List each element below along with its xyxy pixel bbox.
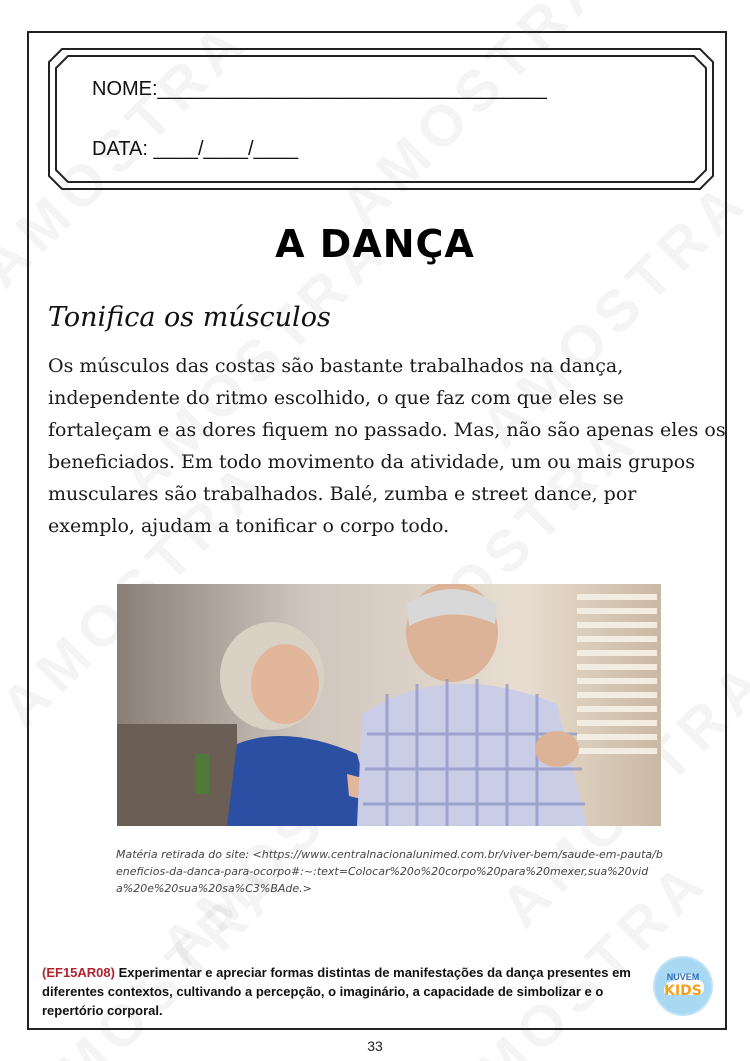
- date-field[interactable]: DATA: ____/____/____: [92, 138, 299, 160]
- standard-code: (EF15AR08): [42, 965, 115, 980]
- name-field[interactable]: NOME:___________________________________: [92, 78, 547, 100]
- bncc-standard: [42, 963, 652, 1020]
- standard-text: Experimentar e apreciar formas distintas de manifestações da dança presentes em diferentes contextos, cultivando a percepção, o imaginário, a capacidade de simbolizar e o repertório corporal.: [42, 965, 631, 1018]
- page-number: 33: [367, 1038, 383, 1054]
- source-caption: Matéria retirada do site: <https://www.centralnacionalunimed.com.br/viver-bem/saude-em-pauta/beneficios-da-danca-para-ocorpo#:~:text=Colocar%20o%20corpo%20para%20mexer,sua%20vida%20e%20sua%20sa%C3%BAde.>: [116, 848, 663, 895]
- logo-text-top: NUVEM: [666, 972, 700, 982]
- nuvem-kids-logo: [652, 955, 714, 1017]
- body-paragraph: Os músculos das costas são bastante trabalhados na dança, independente do ritmo escolhido, o que faz com que eles se fortaleçam e as dores fiquem no passado. Mas, não são apenas eles os beneficiados. Em todo movimento da atividade, um ou mais grupos musculares são trabalhados. Balé, zumba e street dance, por exemplo, ajudam a tonificar o corpo todo.: [48, 355, 726, 537]
- student-info-border: [48, 48, 714, 190]
- page-title: A DANÇA: [275, 222, 475, 266]
- dancing-couple-photo: [117, 584, 661, 826]
- logo-text-bottom: KIDS: [664, 983, 702, 999]
- section-heading: Tonifica os músculos: [48, 302, 331, 333]
- student-info-box: [48, 48, 714, 190]
